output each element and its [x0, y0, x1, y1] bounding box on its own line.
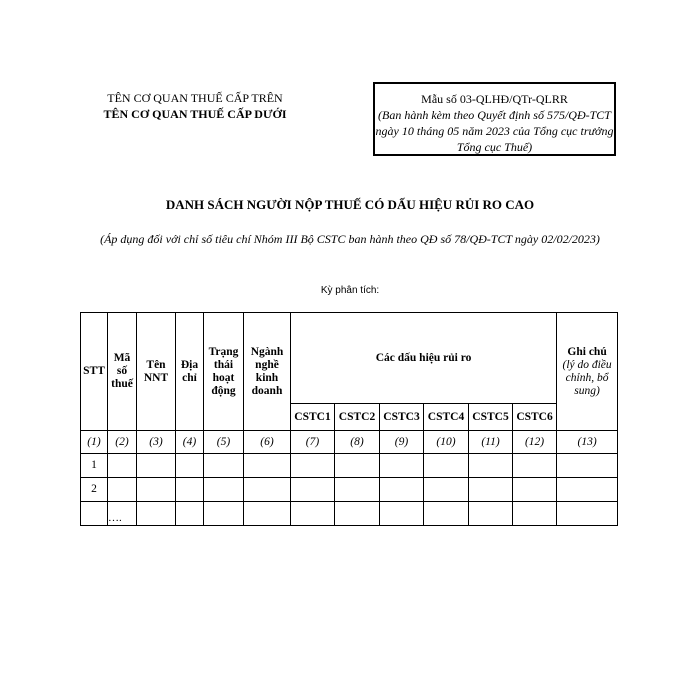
col-number-7: (7) [291, 431, 335, 454]
header-cstc6: CSTC6 [513, 404, 557, 431]
header-business-industry: Ngành nghề kinh doanh [244, 313, 291, 431]
analysis-period-label: Kỳ phân tích: [320, 285, 380, 296]
col-number-12: (12) [513, 431, 557, 454]
col-number-4: (4) [176, 431, 204, 454]
col-number-5: (5) [204, 431, 244, 454]
table-row [81, 454, 618, 478]
taxpayer-risk-table [80, 312, 618, 526]
table-row [81, 478, 618, 502]
col-number-11: (11) [469, 431, 513, 454]
header-note-subtitle: (lý do điều chỉnh, bổ sung) [562, 358, 612, 397]
col-number-9: (9) [380, 431, 424, 454]
header-cstc4: CSTC4 [424, 404, 469, 431]
agency-block [60, 90, 330, 122]
header-note [557, 313, 618, 431]
form-code: Mẫu số 03-QLHĐ/QTr-QLRR [421, 92, 568, 106]
col-number-1: (1) [81, 431, 108, 454]
table-row [81, 502, 618, 526]
row-ellipsis: …. [108, 502, 137, 526]
col-number-13: (13) [557, 431, 618, 454]
document-title: DANH SÁCH NGƯỜI NỘP THUẾ CÓ DẤU HIỆU RỦI RO CAO [165, 197, 535, 212]
header-cstc3: CSTC3 [380, 404, 424, 431]
agency-lower: TÊN CƠ QUAN THUẾ CẤP DƯỚI [103, 107, 287, 121]
form-info-box [373, 82, 616, 156]
header-operating-status: Trạng thái hoạt động [204, 313, 244, 431]
header-cstc5: CSTC5 [469, 404, 513, 431]
header-taxpayer-name: Tên NNT [137, 313, 176, 431]
row-stt: 1 [81, 454, 108, 478]
header-cstc1: CSTC1 [291, 404, 335, 431]
col-number-10: (10) [424, 431, 469, 454]
col-number-3: (3) [137, 431, 176, 454]
col-number-8: (8) [335, 431, 380, 454]
form-note: (Ban hành kèm theo Quyết định số 575/QĐ-TCT ngày 10 tháng 05 năm 2023 của Tổng cục trưởng Tổng cục Thuế) [375, 108, 614, 154]
header-address: Địa chỉ [176, 313, 204, 431]
header-stt: STT [81, 313, 108, 431]
row-stt: 2 [81, 478, 108, 502]
agency-upper: TÊN CƠ QUAN THUẾ CẤP TRÊN [107, 91, 283, 105]
header-note-title: Ghi chú [567, 345, 607, 358]
header-risk-signs: Các dấu hiệu rủi ro [291, 313, 557, 404]
header-cstc2: CSTC2 [335, 404, 380, 431]
col-number-2: (2) [108, 431, 137, 454]
header-tax-code: Mã số thuế [108, 313, 137, 431]
row-stt [81, 502, 108, 526]
document-subtitle: (Áp dụng đối với chỉ số tiêu chí Nhóm III Bộ CSTC ban hành theo QĐ số 78/QĐ-TCT ngày 02/02/2023) [100, 232, 600, 246]
col-number-6: (6) [244, 431, 291, 454]
